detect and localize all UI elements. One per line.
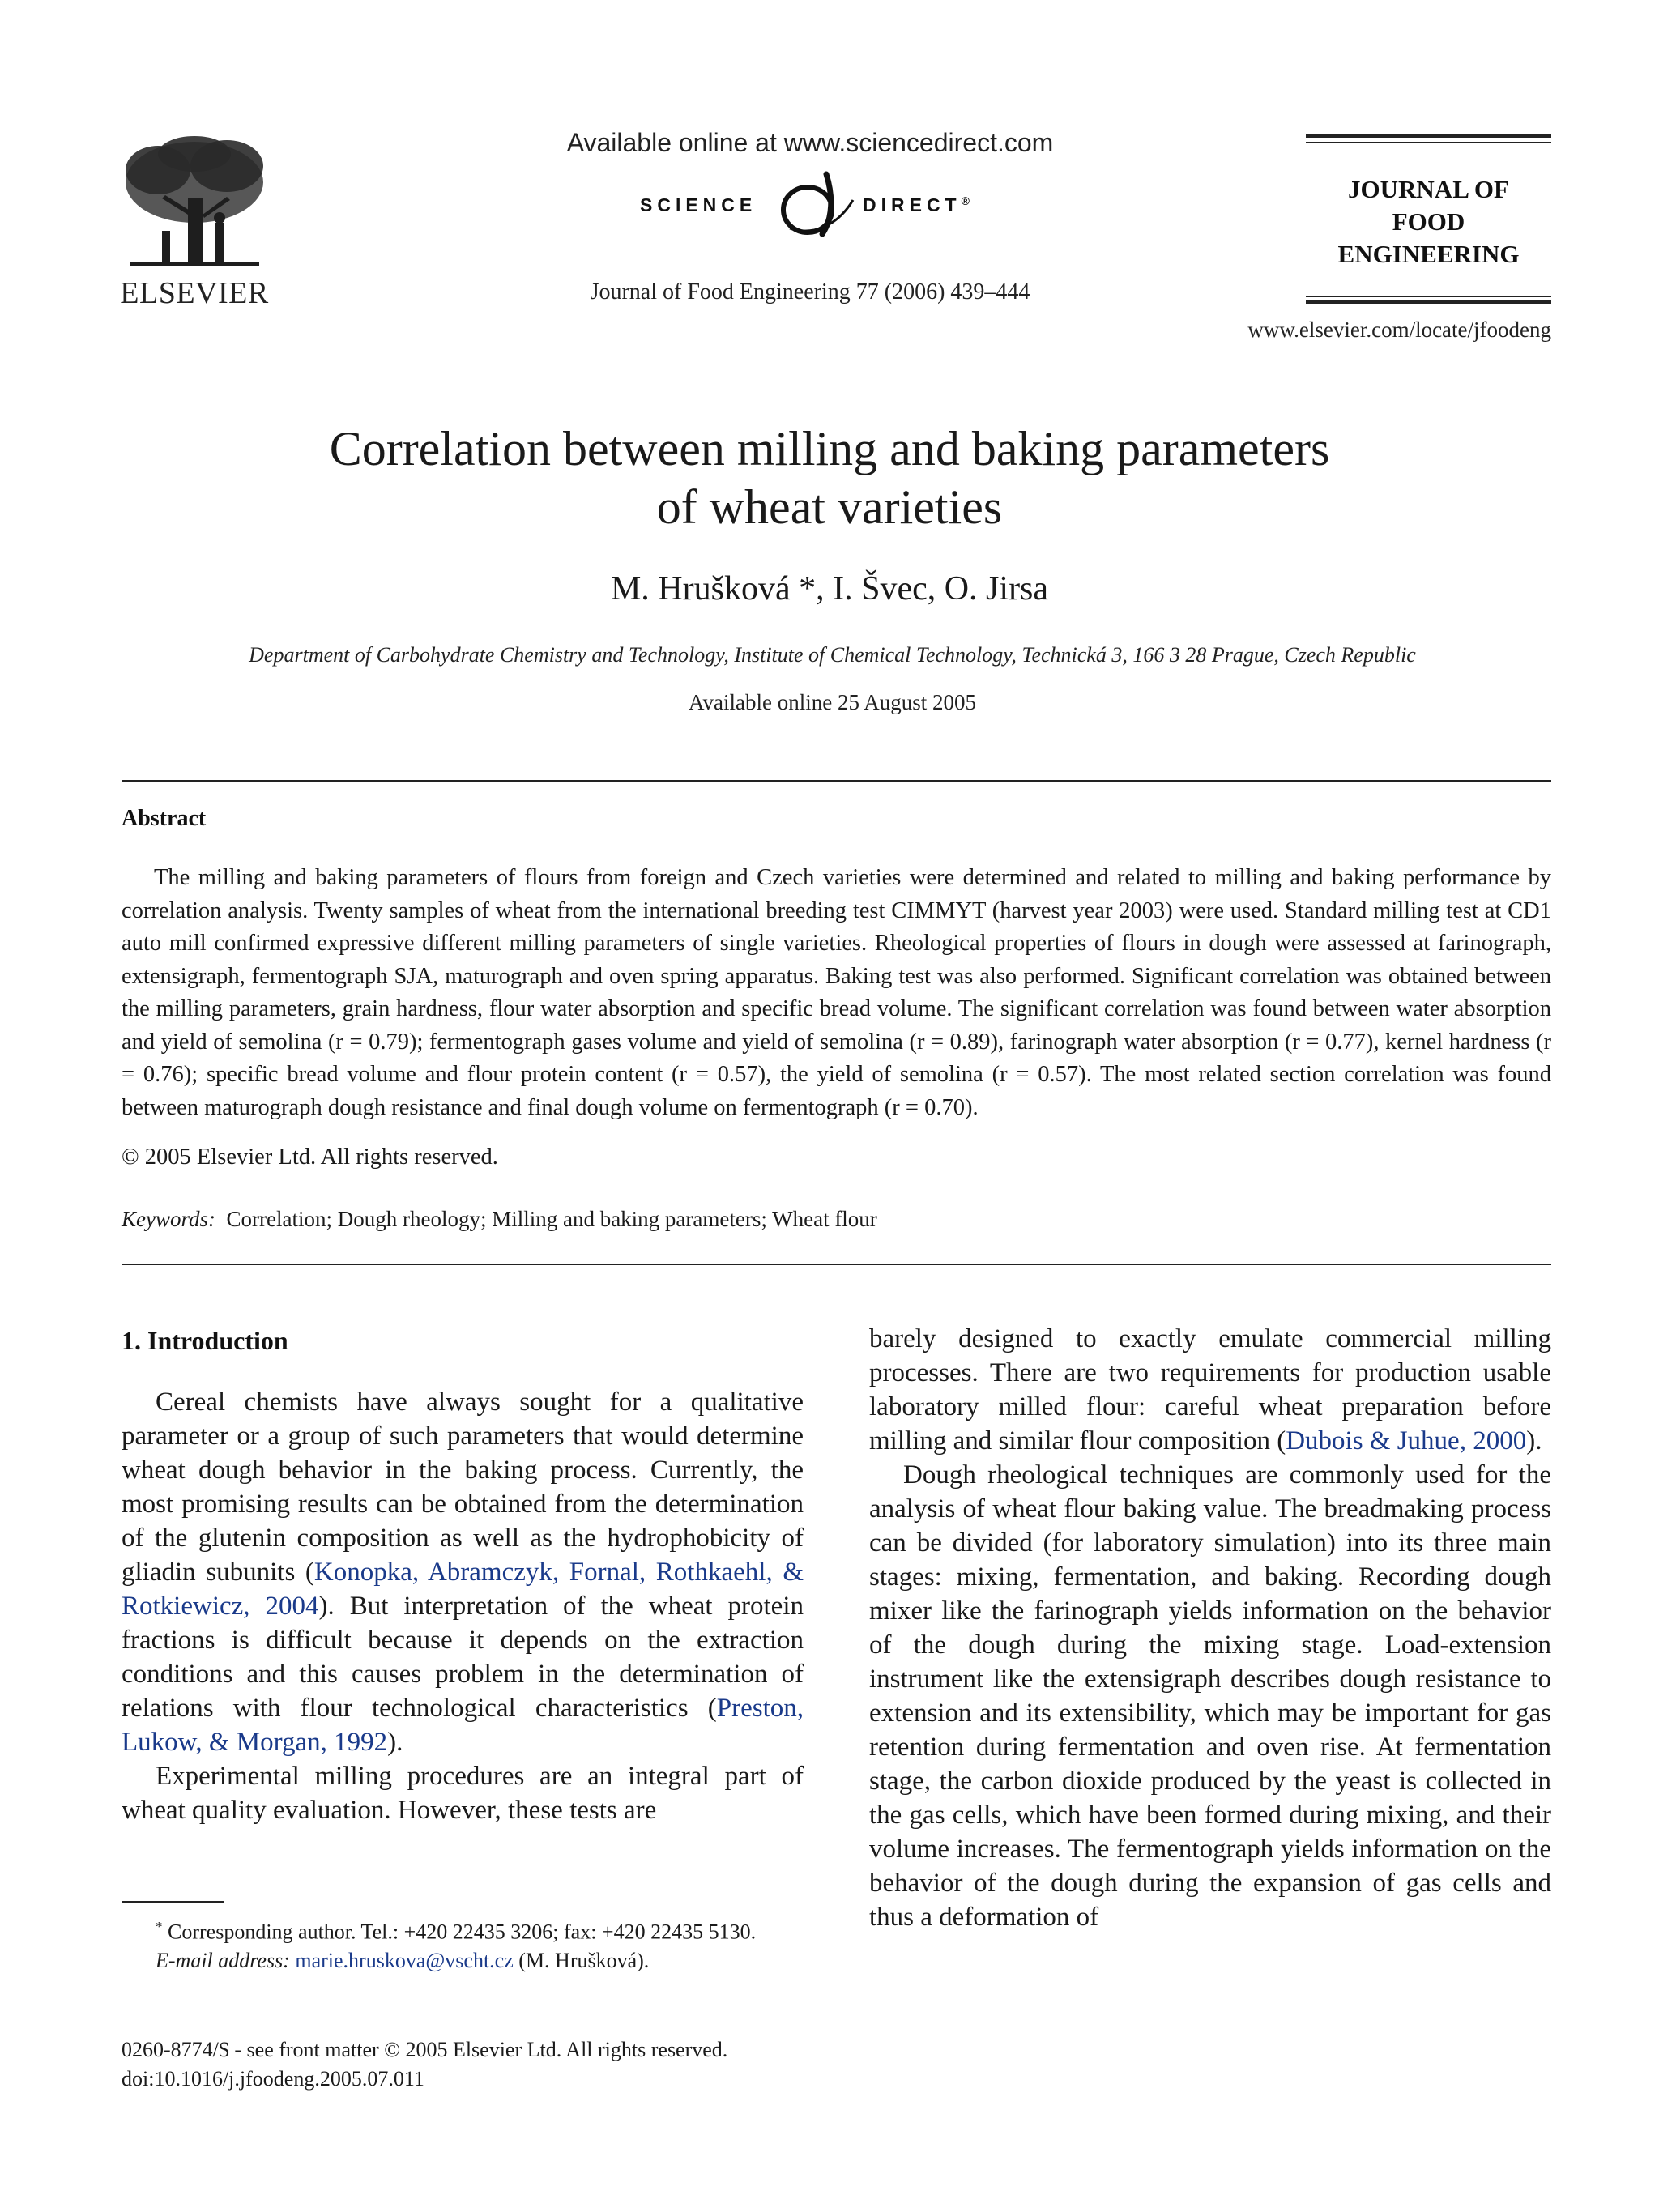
journal-citation: Journal of Food Engineering 77 (2006) 439–444 xyxy=(590,279,1030,305)
sciencedirect-logo[interactable] xyxy=(616,174,1069,239)
footnote-email: E-mail address: marie.hruskova@vscht.cz (M. Hrušková). xyxy=(156,1948,650,1972)
citation-link[interactable]: Preston, Lukow, & Morgan, 1992 xyxy=(122,1694,804,1757)
divider xyxy=(122,780,1551,782)
abstract-copyright: © 2005 Elsevier Ltd. All rights reserved. xyxy=(122,1144,498,1170)
author-list: M. Hrušková *, I. Švec, O. Jirsa xyxy=(610,570,1049,607)
footnote xyxy=(122,1912,804,1975)
journal-name-line: ENGINEERING xyxy=(1337,240,1520,268)
divider xyxy=(122,1264,1551,1265)
section-heading-introduction: 1. Introduction xyxy=(122,1326,288,1355)
available-online-link[interactable]: Available online at www.sciencedirect.com xyxy=(566,128,1054,157)
keywords-list: Correlation; Dough rheology; Milling and baking parameters; Wheat flour xyxy=(226,1207,877,1231)
body-column-left xyxy=(122,1385,804,1827)
paragraph: Dough rheological techniques are commonly used for the analysis of wheat flour baking value. The breadmaking process can be divided (for laboratory simulation) into its three main stages: mixing, fermentation, and baking. Recording dough mixer like the farinograph yields information on the behavior of the dough during the mixing stage. Load-extension instrument like the extensigraph describes dough resistance to extension and its extensibility, which may be important for gas retention during fermentation and oven rise. At fermentation stage, the carbon dioxide produced by the yeast is collected in the gas cells, which have been formed during mixing, and their volume increases. The fermentograph yields information on the behavior of the dough during the expansion of gas cells and thus a deformation of xyxy=(869,1460,1551,1932)
abstract-heading: Abstract xyxy=(122,806,207,831)
paper-title-line: Correlation between milling and baking parameters xyxy=(329,422,1330,475)
journal-url-link[interactable]: www.elsevier.com/locate/jfoodeng xyxy=(1247,318,1551,342)
sciencedirect-right-text: DIRECT® xyxy=(863,194,970,215)
journal-masthead xyxy=(1306,134,1551,305)
footnote-corresponding: * Corresponding author. Tel.: +420 22435 3206; fax: +420 22435 5130. xyxy=(156,1919,757,1944)
journal-name-line: JOURNAL OF xyxy=(1348,175,1509,203)
citation-link[interactable]: Konopka, Abramczyk, Fornal, Rothkaehl, & Rotkiewicz, 2004 xyxy=(122,1558,804,1621)
paragraph: Experimental milling procedures are an integral part of wheat quality evaluation. However, these tests are xyxy=(122,1762,804,1825)
email-link[interactable]: marie.hruskova@vscht.cz xyxy=(295,1948,514,1972)
journal-name xyxy=(1306,173,1551,271)
citation-link[interactable]: Dubois & Juhue, 2000 xyxy=(1286,1426,1527,1455)
abstract-text: The milling and baking parameters of flours from foreign and Czech varieties were determined and related to milling and baking performance by correlation analysis. Twenty samples of wheat from the international breeding test CIMMYT (harvest year 2003) were used. Standard milling test at CD1 auto mill confirmed expressive different milling parameters of single varieties. Rheological properties of flours in dough were assessed at farinograph, extensigraph, fermentograph SJA, maturograph and oven spring apparatus. Baking test was also performed. Significant correlation was obtained between the milling parameters, grain hardness, flour water absorption and specific bread volume. The significant correlation was found between water absorption and yield of semolina (r = 0.79); fermentograph gases volume and yield of semolina (r = 0.89), farinograph water absorption (r = 0.77), kernel hardness (r = 0.76); specific bread volume and flour protein content (r = 0.57), the yield of semolina (r = 0.57). The most related section correlation was found between maturograph dough resistance and final dough volume on fermentograph (r = 0.70). xyxy=(122,865,1551,1120)
sciencedirect-d-icon xyxy=(757,168,863,241)
paragraph: Cereal chemists have always sought for a qualitative parameter or a group of such parameters that would determine wheat dough behavior in the baking process. Currently, the most promising results can be obtained from the determination of the glutenin composition as well as the hydrophobicity of gliadin subunits (Konopka, Abramczyk, Fornal, Rothkaehl, & Rotkiewicz, 2004). But interpretation of the wheat protein fractions is difficult because it depends on the extraction conditions and this causes problem in the determination of relations with flour technological characteristics (Preston, Lukow, & Morgan, 1992). xyxy=(122,1387,804,1757)
author-affiliation: Department of Carbohydrate Chemistry and Technology, Institute of Chemical Technology, Technická 3, 166 3 28 Prague, Czech Republic xyxy=(249,643,1416,667)
footnote-divider xyxy=(122,1901,224,1903)
publisher-name: ELSEVIER xyxy=(120,276,269,310)
journal-name-line: FOOD xyxy=(1392,207,1465,236)
front-matter xyxy=(122,2035,804,2094)
available-online-date: Available online 25 August 2005 xyxy=(689,690,976,714)
body-column-right xyxy=(869,1322,1551,1934)
keywords-label: Keywords: xyxy=(122,1207,215,1231)
paper-title-line: of wheat varieties xyxy=(656,480,1003,534)
issn-line: 0260-8774/$ - see front matter © 2005 Elsevier Ltd. All rights reserved. xyxy=(122,2038,728,2061)
paragraph: barely designed to exactly emulate commercial milling processes. There are two requirements for production usable laboratory milled flour: careful wheat preparation before milling and similar flour composition (Dubois & Juhue, 2000). xyxy=(869,1324,1551,1455)
sciencedirect-left-text: SCIENCE xyxy=(640,194,757,215)
keywords-line xyxy=(122,1207,1551,1232)
doi-line[interactable]: doi:10.1016/j.jfoodeng.2005.07.011 xyxy=(122,2067,424,2091)
paper-title xyxy=(162,420,1497,536)
